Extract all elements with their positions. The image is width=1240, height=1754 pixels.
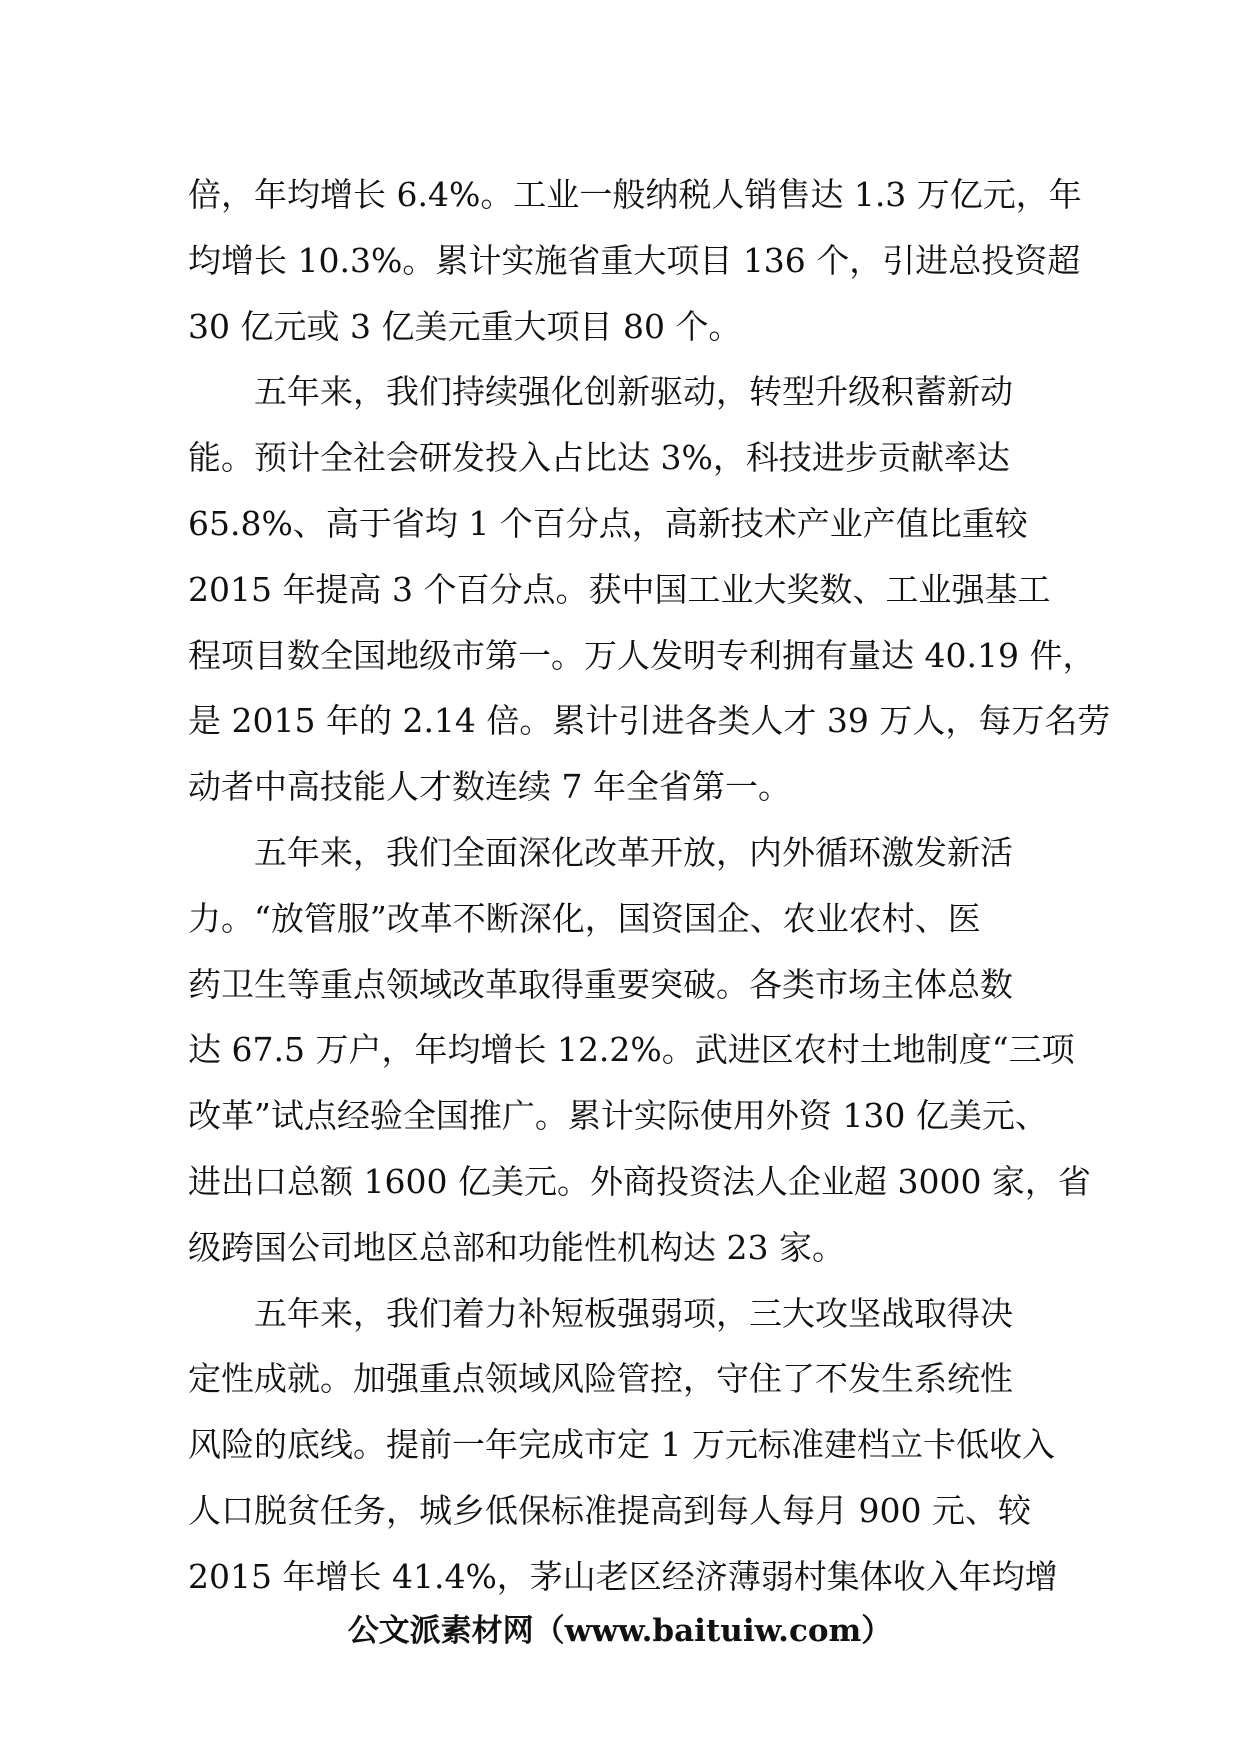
document-body <box>188 162 1111 1610</box>
text-line: 是 2015 年的 2.14 倍。累计引进各类人才 39 万人，每万名劳 <box>188 701 1111 741</box>
text-line: 程项目数全国地级市第一。万人发明专利拥有量达 40.19 件， <box>188 635 1096 675</box>
text-line: 2015 年增长 41.4%，茅山老区经济薄弱村集体收入年均增 <box>188 1556 1058 1596</box>
text-line: 力。“放管服”改革不断深化，国资国企、农业农村、医 <box>188 898 981 938</box>
paragraph-reform-opening <box>188 820 1091 1281</box>
text-line: 级跨国公司地区总部和功能性机构达 23 家。 <box>188 1227 845 1267</box>
text-line: 风险的底线。提前一年完成市定 1 万元标准建档立卡低收入 <box>188 1425 1055 1465</box>
text-line: 定性成就。加强重点领域风险管控，守住了不发生系统性 <box>188 1359 1013 1399</box>
text-line: 达 67.5 万户，年均增长 12.2%。武进区农村土地制度“三项 <box>188 1030 1075 1070</box>
footer-watermark: 公文派素材网（www.baituiw.com） <box>347 1613 893 1649</box>
text-line: 人口脱贫任务，城乡低保标准提高到每人每月 900 元、较 <box>188 1490 1031 1530</box>
text-line: 动者中高技能人才数连续 7 年全省第一。 <box>188 767 791 807</box>
text-line: 能。预计全社会研发投入占比达 3%，科技进步贡献率达 <box>188 438 1010 478</box>
text-line: 五年来，我们持续强化创新驱动，转型升级积蓄新动 <box>254 372 1013 412</box>
text-line: 改革”试点经验全国推广。累计实际使用外资 130 亿美元、 <box>188 1096 1048 1136</box>
paragraph-weaknesses <box>188 1281 1058 1610</box>
text-line: 30 亿元或 3 亿美元重大项目 80 个。 <box>188 306 742 346</box>
text-line: 药卫生等重点领域改革取得重要突破。各类市场主体总数 <box>188 964 1013 1004</box>
paragraph-continued <box>188 162 1082 359</box>
text-line: 五年来，我们全面深化改革开放，内外循环激发新活 <box>254 832 1013 872</box>
text-line: 进出口总额 1600 亿美元。外商投资法人企业超 3000 家，省 <box>188 1161 1091 1201</box>
paragraph-innovation <box>188 359 1111 820</box>
text-line: 均增长 10.3%。累计实施省重大项目 136 个，引进总投资超 <box>188 240 1081 280</box>
text-line: 五年来，我们着力补短板强弱项，三大攻坚战取得决 <box>254 1293 1013 1333</box>
text-line: 倍，年均增长 6.4%。工业一般纳税人销售达 1.3 万亿元，年 <box>188 175 1082 214</box>
text-line: 65.8%、高于省均 1 个百分点，高新技术产业产值比重较 <box>188 503 1028 543</box>
text-line: 2015 年提高 3 个百分点。获中国工业大奖数、工业强基工 <box>188 569 1051 609</box>
